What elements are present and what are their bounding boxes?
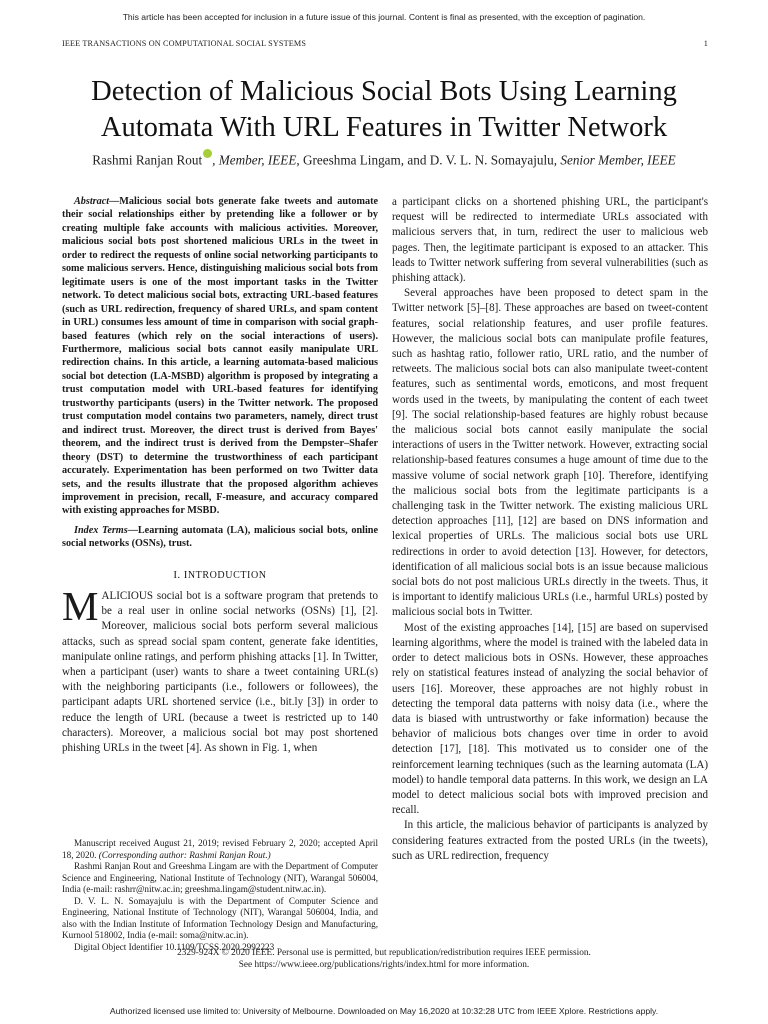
footnote <box>62 838 378 953</box>
intro-first-word-rest: ALICIOUS <box>101 589 154 602</box>
abstract-text: Malicious social bots generate fake tweets and automate their social relationships either by pretending like a follower or by creating multiple fake accounts with malicious activities. Moreover, malicious social bots post shortened malicious URLs in the tweet in order to redirect the requests of online social networking participants to some malicious servers. Hence, distinguishing malicious social bots from legitimate users is one of the most important tasks in the Twitter network. To detect malicious social bots, extracting URL-based features (such as URL redirection, frequency of shared URLs, and spam content in URL) consumes less amount of time in comparison with social graph-based features (which rely on the social interactions of users). Furthermore, malicious social bots cannot easily manipulate URL redirection chains. In this article, a learning automata-based malicious social bot detection (LA-MSBD) algorithm is proposed by integrating a trust computation model with URL-based features for identifying trustworthy participants (users) in the Twitter network. The proposed trust computation model contains two parameters, namely, direct trust and indirect trust. Moreover, the direct trust is derived from Bayes' theorem, and the indirect trust is derived from the Dempster–Shafer theory (DST) to determine the trustworthiness of each participant accurately. Experimentation has been performed on two Twitter data sets, and the results illustrate that the proposed algorithm achieves improvement in precision, recall, F-measure, and accuracy compared with existing approaches for MSBD. <box>62 196 378 517</box>
copyright-line-2: See https://www.ieee.org/publications/rights/index.html for more information. <box>238 959 530 970</box>
paragraph: Most of the existing approaches [14], [15] are based on supervised learning algorithms, where the model is trained with the labeled data in order to detect malicious bots in OSNs. However, these approaches rely on statistical features instead of analyzing the social behavior of users [16]. Moreover, these approaches are not highly robust in detecting the temporal data patterns with noisy data (i.e., where the data is biased with untrustworthy or fake information) because the behavior of malicious bots changes over time in order to avoid detection [17], [18]. This motivated us to consider one of the reinforcement learning techniques (such as the learning automata (LA) model) to handle temporal data patterns. In this work, we design an LA model to detect malicious social bots with improved precision and recall. <box>392 621 708 817</box>
paragraph: In this article, the malicious behavior of participants is analyzed by considering features extracted from the posted URLs (in the tweets), such as URL redirection, frequency <box>392 819 708 862</box>
author-3-role: , Senior Member, IEEE <box>553 152 676 168</box>
paper-title <box>40 74 728 146</box>
corresponding-author: (Corresponding author: Rashmi Ranjan Rout.) <box>98 849 271 860</box>
top-notice: This article has been accepted for inclusion in a future issue of this journal. Content is final as presented, with the exception of pagination. <box>122 12 646 22</box>
index-terms-text: Learning automata (LA), malicious social bots, online social networks (OSNs), trust. <box>62 524 378 550</box>
paragraph: a participant clicks on a shortened phishing URL, the participant's request will be redirected to intermediate URLs associated with malicious servers that, in turn, redirect the user to malicious web pages. Then, the legitimate participant is exposed to an attacker. This leads to Twitter network suffering from several vulnerabilities (such as phishing attack). <box>392 196 708 285</box>
journal-name: IEEE TRANSACTIONS ON COMPUTATIONAL SOCIAL SYSTEMS <box>62 39 307 48</box>
section-title-rest: NTRODUCTION <box>187 569 267 581</box>
page-number: 1 <box>703 39 708 48</box>
author-1: Rashmi Ranjan Rout <box>92 152 203 168</box>
author-list <box>40 150 728 168</box>
license-footer: Authorized licensed use limited to: University of Melbourne. Downloaded on May 16,2020 at 10:32:28 UTC from IEEE Xplore. Restrictions apply. <box>109 1006 659 1016</box>
title-line-1: Detection of Malicious Social Bots Using Learning <box>91 76 677 107</box>
footnote-received <box>62 838 378 861</box>
right-column <box>392 195 708 864</box>
running-header <box>62 39 708 48</box>
footnote-affiliation-1: Rashmi Ranjan Rout and Greeshma Lingam are with the Department of Computer Science and Engineering, National Institute of Technology (NIT), Warangal 506004, India (e-mail: rashrr@nitw.ac.in; greeshma.lingam@student.nitw.ac.in). <box>62 861 378 894</box>
index-terms-dash: — <box>127 524 138 536</box>
index-terms-label: Index Terms <box>74 524 128 536</box>
orcid-icon[interactable] <box>203 149 212 158</box>
author-1-role: , Member, IEEE <box>212 152 297 168</box>
left-column <box>62 195 378 756</box>
title-line-2: Automata With URL Features in Twitter Network <box>100 112 668 143</box>
abstract-label: Abstract <box>74 196 110 207</box>
paragraph: Several approaches have been proposed to detect spam in the Twitter network [5]–[8]. These approaches are based on tweet-content features, social relationship features, and user profile features. However, the malicious social bots can manipulate profile features, such as hashtag ratio, follower ratio, URL ratio, and the number of retweets. The malicious social bots can also manipulate tweet-content features, such as sentimental words, emoticons, and most frequent words used in the tweets, by manipulating the content of each tweet [9]. The social relationship-based features are highly robust because the malicious social bots cannot easily manipulate the social interactions of users in the Twitter network. However, extracting social relationship-based features consumes a huge amount of time due to the massive volume of social network graph [10]. Therefore, identifying the malicious social bots from the legitimate participants is a challenging task in the Twitter network. The existing malicious URL detection approaches [11], [12] are based on DNS information and lexical properties of URLs. The malicious social bots use URL redirections in order to avoid detection [13]. However, for detectors, identification of all malicious social bots is an issue because malicious social bots do not post malicious URLs directly in the tweets. Thus, it is important to identify malicious URLs (i.e., harmful URLs) posted by malicious social bots in Twitter. <box>392 287 708 619</box>
drop-cap: M <box>62 582 99 629</box>
section-title-initial: I <box>183 568 188 581</box>
footnote-affiliation-2: D. V. L. N. Somayajulu is with the Department of Computer Science and Engineering, National Institute of Technology (NIT), Warangal 506004, India, and also with the Indian Institute of Information Technology Design and Manufacturing, Kurnool 518002, India (e-mail: soma@nitw.ac.in). <box>62 895 378 940</box>
author-names-rest: , Greeshma Lingam, and D. V. L. N. Somayajulu <box>296 152 554 168</box>
copyright-notice <box>0 948 768 971</box>
index-terms <box>62 524 378 551</box>
footnote-doi: Digital Object Identifier 10.1109/TCSS.2020.2992223 <box>74 941 275 952</box>
abstract-dash: — <box>109 196 120 207</box>
copyright-line-1: 2329-924X © 2020 IEEE. Personal use is permitted, but republication/redistribution requires IEEE permission. <box>177 948 591 958</box>
section-numeral: I. <box>173 568 181 581</box>
intro-paragraph <box>62 582 378 756</box>
received-dates: Manuscript received August 21, 2019; revised February 2, 2020; accepted April 18, 2020. <box>62 838 378 860</box>
section-heading-introduction <box>62 568 378 583</box>
abstract <box>62 195 378 518</box>
intro-text: social bot is a software program that pretends to be a real user in online social networks (OSNs) [1], [2]. Moreover, malicious social bots perform several malicious attacks, such as spread social spam content, generate fake identities, manipulate online ratings, and perform phishing attacks [1]. In Twitter, when a participant (user) wants to share a tweet containing URL(s) with the neighboring participants (i.e., followers or followees), the participant adapts URL shortened service (i.e., bit.ly [3]) in order to reduce the length of URL (because a tweet is restricted up to 140 characters). Moreover, a malicious social bot may post shortened phishing URLs in the tweet [4]. As shown in Fig. 1, when <box>62 589 378 755</box>
